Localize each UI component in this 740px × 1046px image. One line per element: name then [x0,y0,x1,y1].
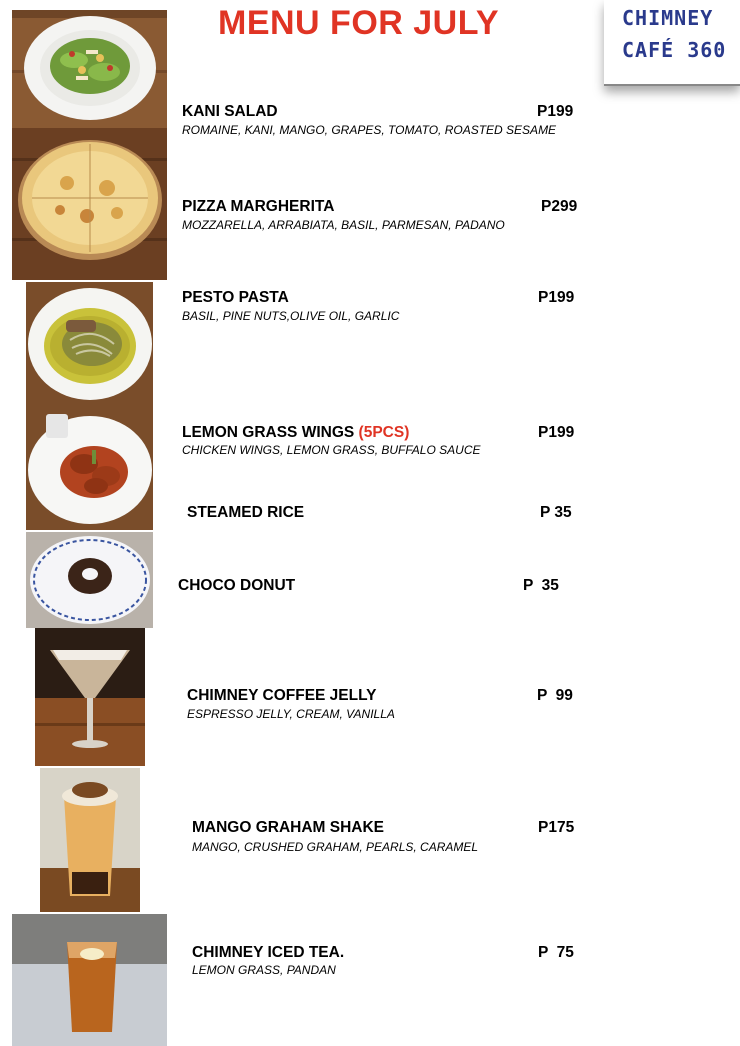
lemon-grass-wings-photo [26,406,153,530]
item-description: BASIL, PINE NUTS,OLIVE OIL, GARLIC [182,309,400,323]
item-name: LEMON GRASS WINGS (5PCS) [182,424,410,441]
item-description: CHICKEN WINGS, LEMON GRASS, BUFFALO SAUCE [182,443,481,457]
cafe-logo [604,0,740,86]
chimney-coffee-jelly-photo [35,628,145,766]
item-price: P 99 [537,687,573,704]
item-name: KANI SALAD [182,103,278,120]
logo-line-1: CHIMNEY [622,6,714,30]
item-description: MOZZARELLA, ARRABIATA, BASIL, PARMESAN, PADANO [182,218,505,232]
mango-graham-shake-photo [40,768,140,912]
item-price: P199 [537,103,574,120]
item-highlight: (5PCS) [358,424,410,441]
item-description: LEMON GRASS, PANDAN [192,963,336,977]
item-price: P299 [541,198,578,215]
item-name: MANGO GRAHAM SHAKE [192,819,385,836]
item-name: PESTO PASTA [182,289,289,306]
pesto-pasta-photo [26,282,153,406]
item-name: CHIMNEY COFFEE JELLY [187,687,377,704]
item-price: P 75 [538,944,574,961]
chimney-iced-tea-photo [12,914,167,1046]
item-name: PIZZA MARGHERITA [182,198,335,215]
item-name: STEAMED RICE [187,504,305,521]
item-price: P 35 [523,577,559,594]
kani-salad-photo [12,10,167,128]
item-price: P199 [538,424,575,441]
item-price: P175 [538,819,575,836]
item-name: CHOCO DONUT [178,577,296,594]
page-title: MENU FOR JULY [218,4,500,42]
item-name: CHIMNEY ICED TEA. [192,944,345,961]
item-description: ROMAINE, KANI, MANGO, GRAPES, TOMATO, ROASTED SESAME [182,123,557,137]
item-description: ESPRESSO JELLY, CREAM, VANILLA [187,707,395,721]
item-price: P 35 [540,504,572,521]
logo-line-2: CAFÉ 360 [622,38,727,62]
choco-donut-photo [26,532,153,628]
item-price: P199 [538,289,575,306]
item-description: MANGO, CRUSHED GRAHAM, PEARLS, CARAMEL [192,840,479,854]
pizza-margherita-photo [12,128,167,280]
